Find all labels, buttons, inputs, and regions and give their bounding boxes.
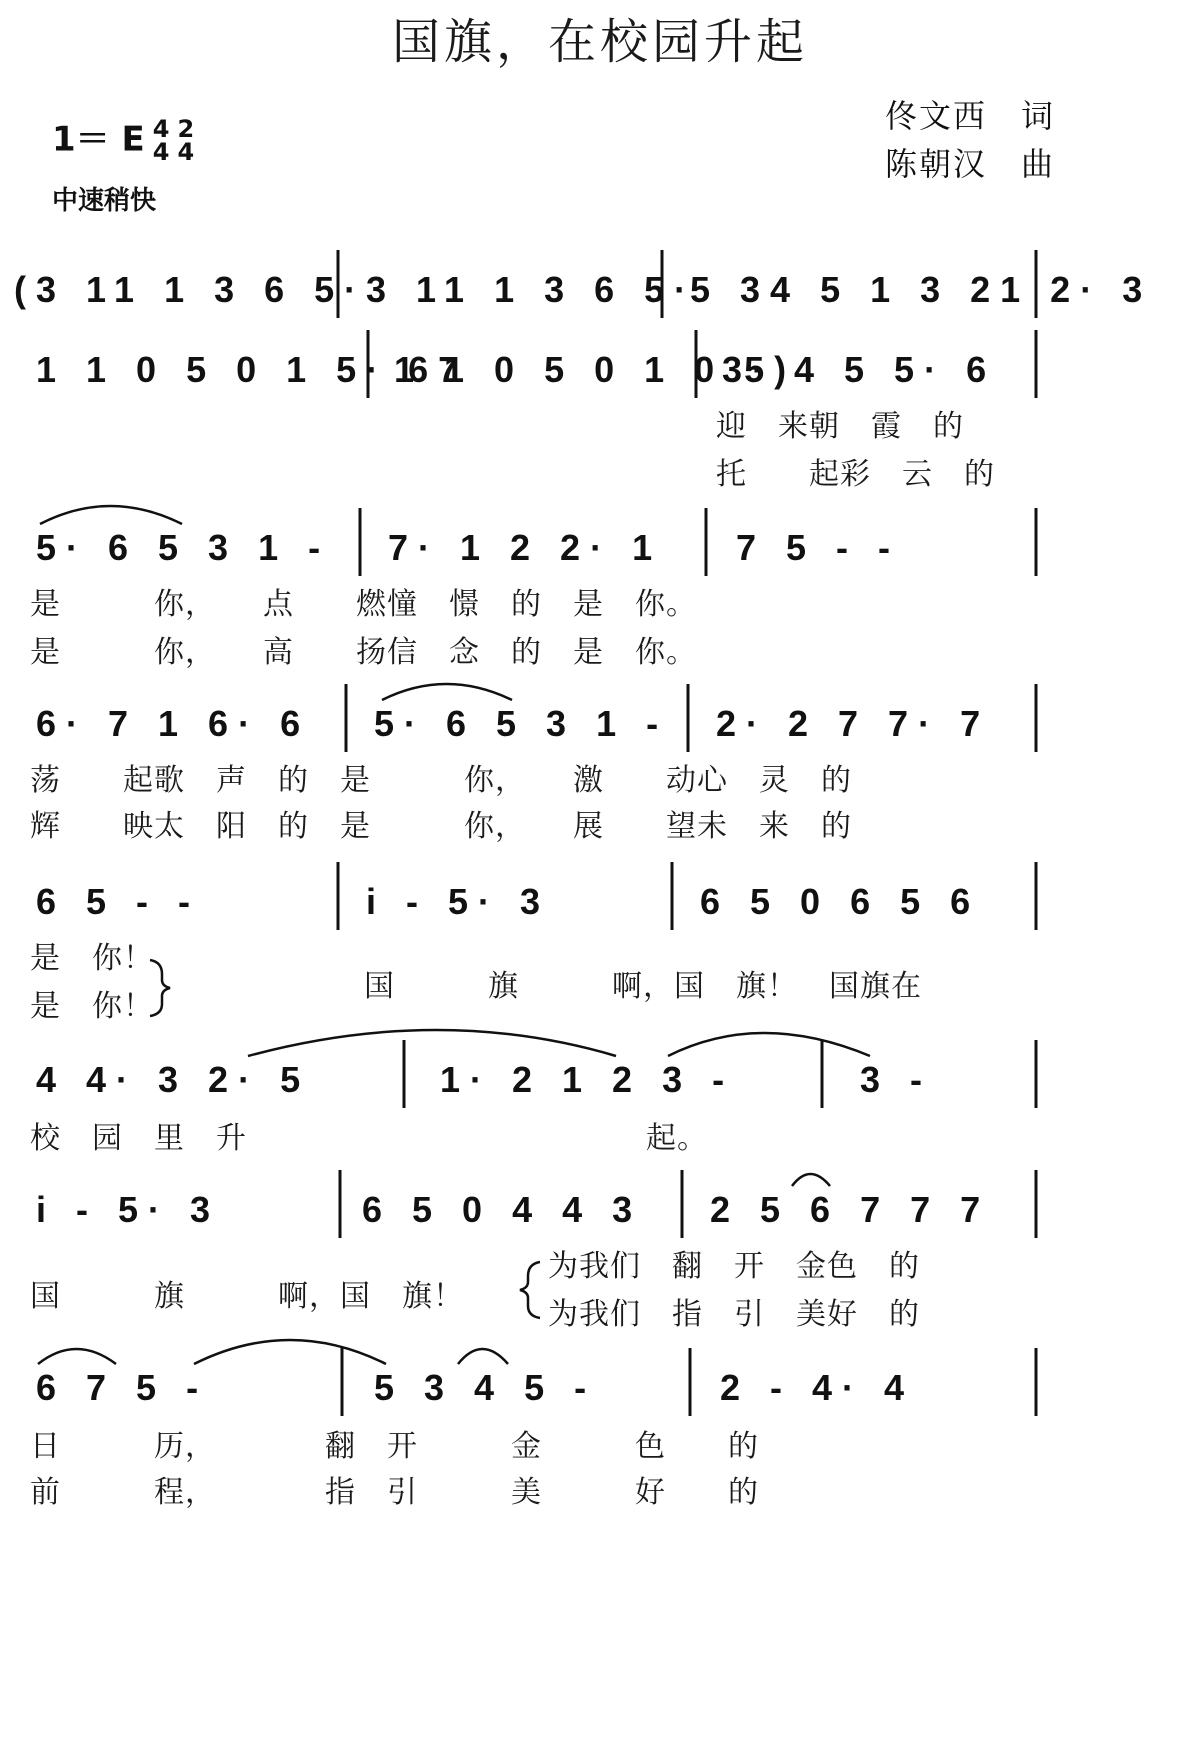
time-signature-2: 2 4 [177,115,195,166]
lyric-line: 是 你！ [30,989,154,1024]
slur [194,1340,386,1364]
slur [38,1349,116,1364]
slur [792,1174,830,1186]
slur [668,1033,870,1056]
notation-measure: 6 5 0 4 4 3 [362,1189,643,1230]
lyric-line: 迎 来朝 霞 的 [716,409,964,444]
slur [40,506,182,524]
notation-measure: 3· 4 5 5· 6 [722,349,997,390]
lyric-line: 国 旗 啊，国 旗！ 国旗在 [364,969,922,1004]
notation-measure: 2 5 6 7 7 7 [710,1189,991,1230]
notation-measure: 3 - [860,1059,933,1100]
key-label: 1＝ E [52,119,145,160]
lyric-line: 国 旗 啊，国 旗！ [30,1279,464,1314]
tempo-marking: 中速稍快 [52,186,157,216]
notation-measure: 1 1 0 5 0 1 5· 67 [36,349,469,390]
notation-measure: 7 5 - - [736,527,901,568]
lyric-line: 起。 [646,1121,708,1156]
slur [458,1349,508,1364]
notation-measure: 1 1 0 5 0 1 0 5) [394,349,797,390]
lyric-brace [150,960,170,1016]
notation-measure: 5· 6 5 3 1 - [374,703,669,744]
slur [382,684,512,700]
notation-measure: 7· 1 2 2· 1 [388,527,663,568]
notation-measure: 6 7 5 - [36,1367,209,1408]
lyric-brace [520,1262,540,1318]
notation-measure: 5 3 4 5 - [374,1367,597,1408]
notation-measure: 5· 6 5 3 1 - [36,527,331,568]
lyric-line: 日 历， 翻 开 金 色 的 [30,1429,759,1464]
lyric-line: 是 你， 高 扬信 念 的 是 你。 [30,635,697,670]
lyric-line: 为我们 指 引 美好 的 [548,1297,920,1332]
notation-measure: i - 5· 3 [366,881,551,922]
lyric-line: 辉 映太 阳 的 是 你， 展 望未 来 的 [30,809,852,844]
time-signature-1: 4 4 [152,115,170,166]
notation-measure: (3 11 1 3 6 5· [14,269,367,310]
notation-measure: 6· 7 1 6· 6 [36,703,311,744]
notation-measure: i - 5· 3 [36,1189,221,1230]
notation-measure: 6 5 0 6 5 6 [700,881,981,922]
lyric-line: 荡 起歌 声 的 是 你， 激 动心 灵 的 [30,763,852,798]
lyric-line: 是 你！ [30,941,154,976]
notation-measure: 1· 2 1 2 3 - [440,1059,735,1100]
notation-measure: 2· 2 7 7· 7 [716,703,991,744]
notation-measure: 2 - 4· 4 [720,1367,915,1408]
lyric-line: 是 你， 点 燃憧 憬 的 是 你。 [30,587,697,622]
lyricist-credit: 佟文西 词 [885,97,1056,135]
song-title: 国旗，在校园升起 [391,14,808,70]
notation-measure: 3 11 1 3 6 5· [366,269,697,310]
lyric-line: 为我们 翻 开 金色 的 [548,1249,920,1284]
notation-measure: 4 4· 3 2· 5 [36,1059,311,1100]
notation-measure: 5 34 5 1 3 21 2· 3 [690,269,1153,310]
composer-credit: 陈朝汉 曲 [885,145,1056,183]
lyric-line: 前 程， 指 引 美 好 的 [30,1475,759,1510]
slur [248,1030,616,1056]
lyric-line: 托 起彩 云 的 [716,457,995,492]
notation-measure: 6 5 - - [36,881,201,922]
lyric-line: 校 园 里 升 [30,1121,247,1156]
